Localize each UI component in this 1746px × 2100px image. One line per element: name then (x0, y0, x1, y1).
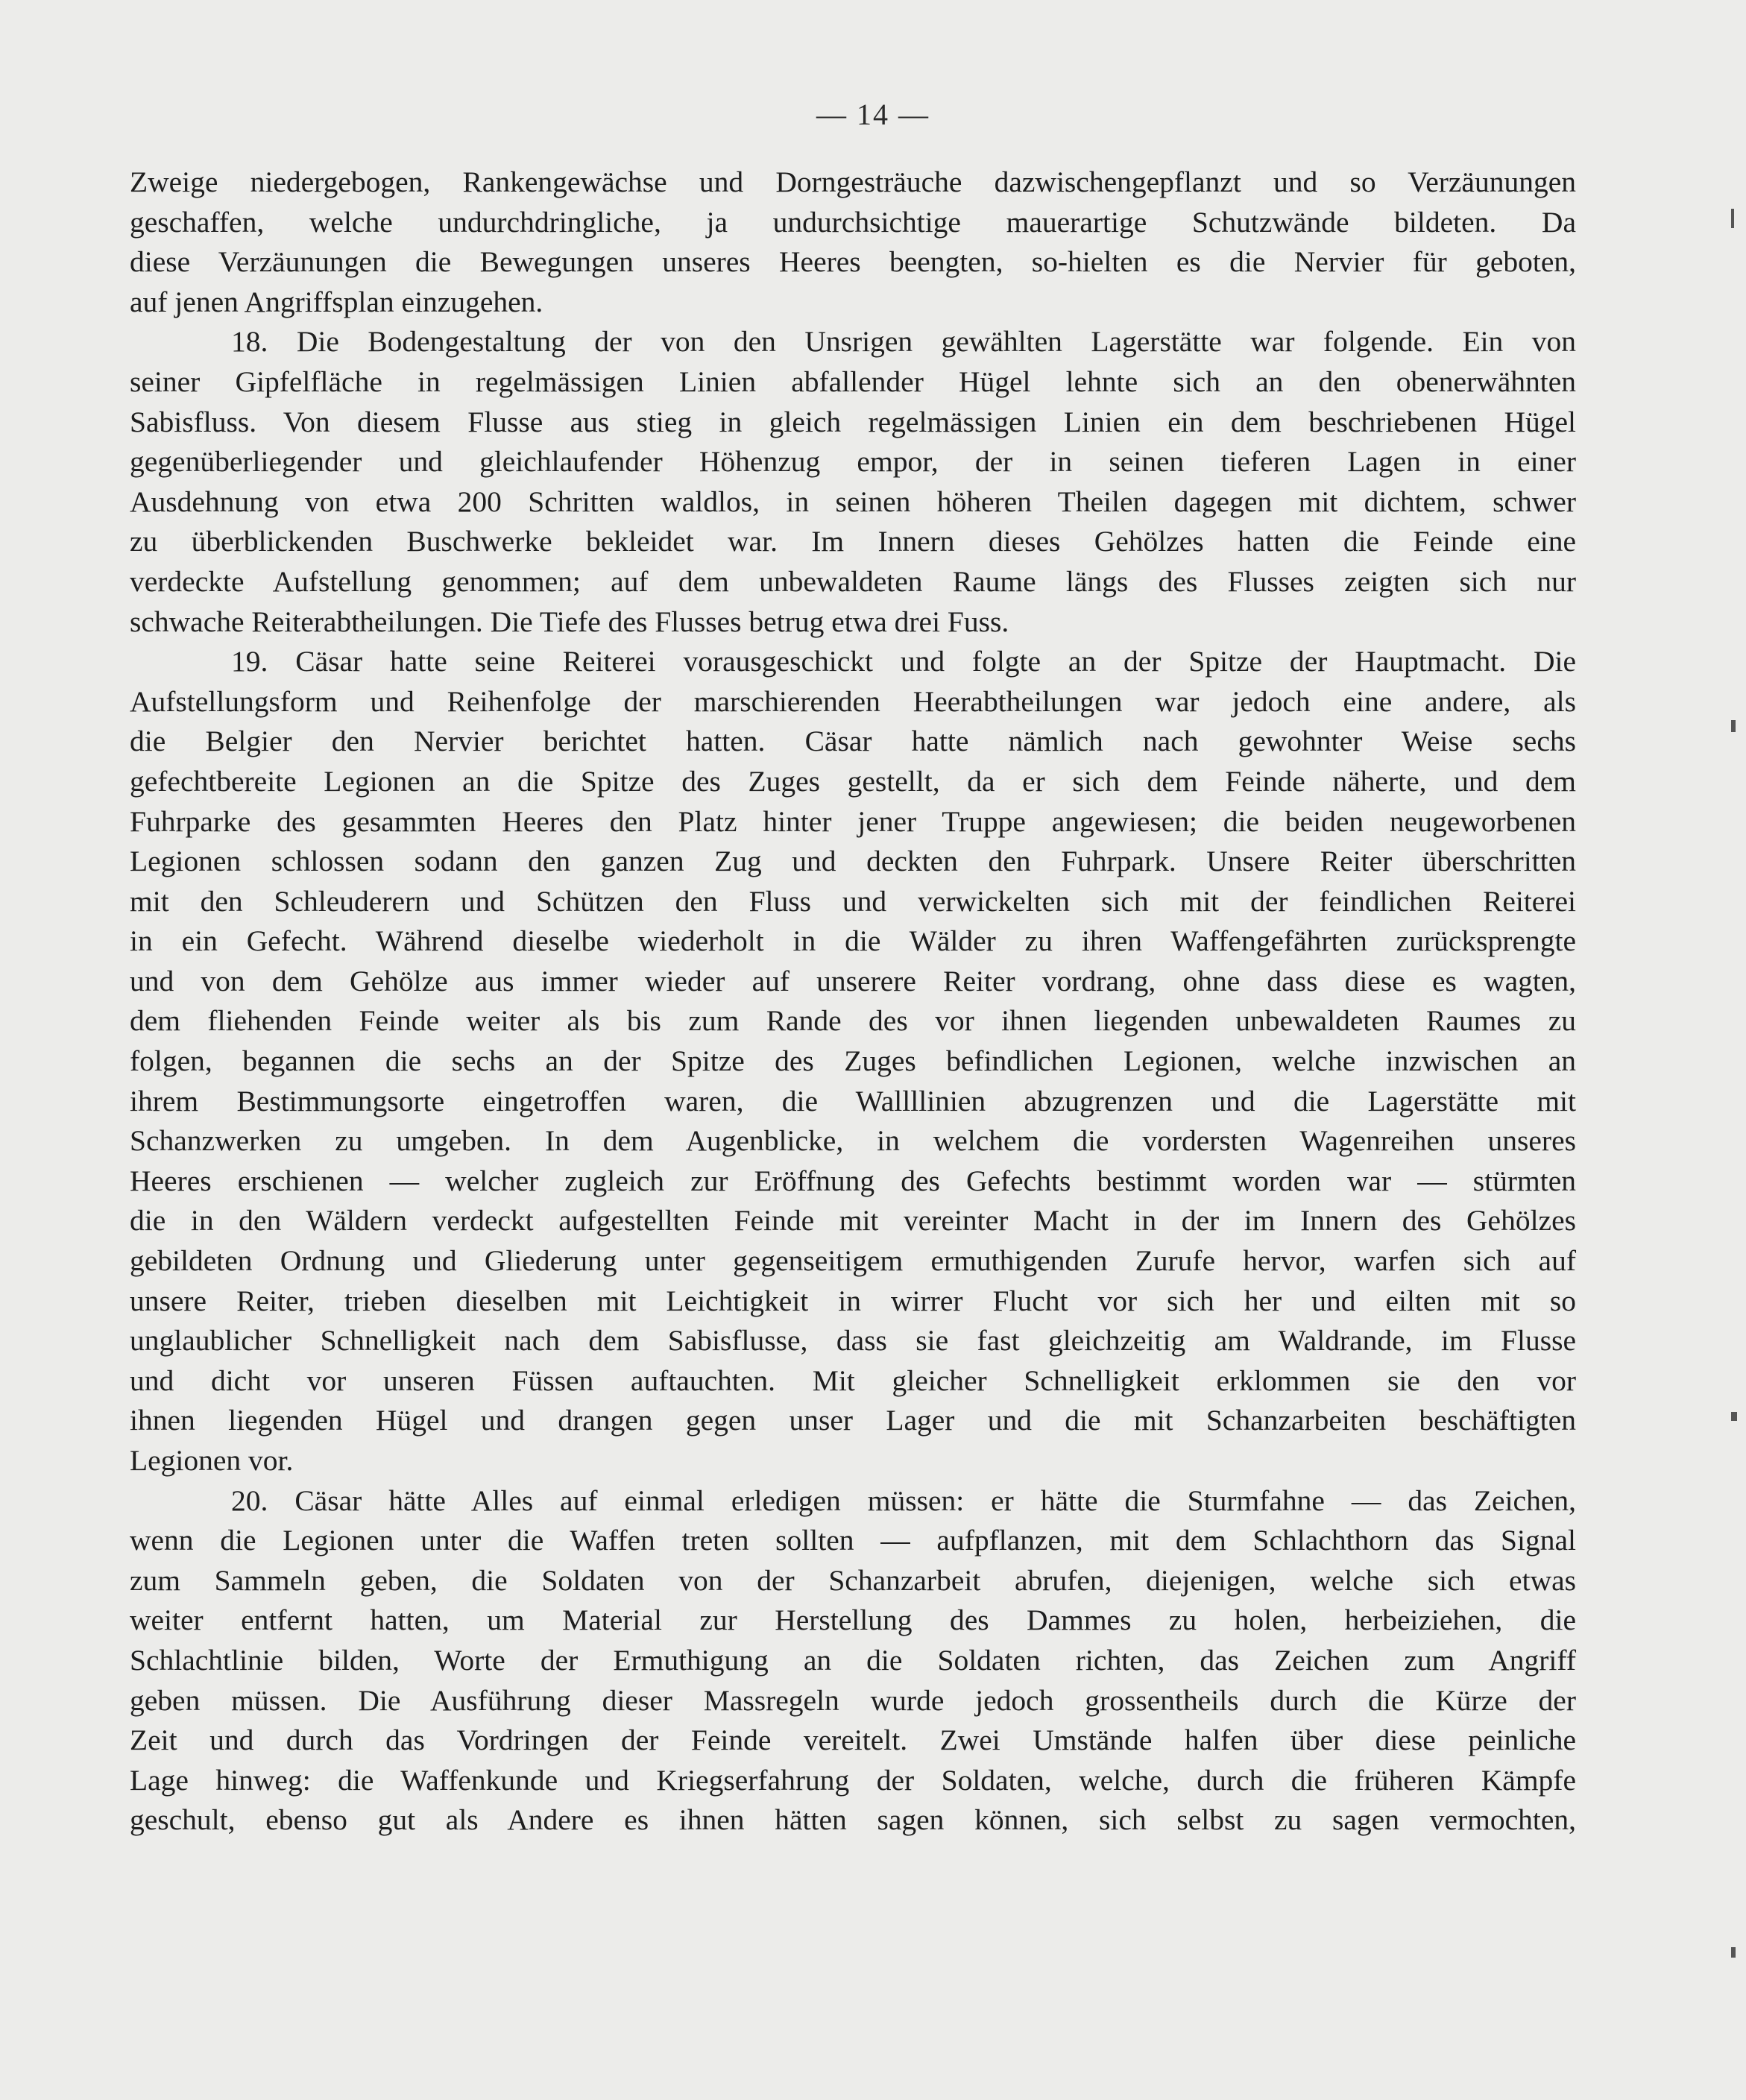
text-line: wenn die Legionen unter die Waffen treten sollten — aufpflanzen, mit dem Schlachthorn das Signal (130, 1524, 1576, 1557)
text-line: geben müssen. Die Ausführung dieser Massregeln wurde jedoch grossentheils durch die Kürze der (130, 1683, 1576, 1717)
margin-mark (1731, 720, 1736, 732)
text-line: die Belgier den Nervier berichtet hatten. Cäsar hatte nämlich nach gewohnter Weise sechs (130, 725, 1576, 758)
page-number: — 14 — (816, 98, 930, 131)
text-line: unsere Reiter, trieben dieselben mit Leichtigkeit in wirrer Flucht vor sich her und eilten mit so (130, 1284, 1576, 1317)
text-line: Legionen vor. (130, 1444, 294, 1477)
text-line: seiner Gipfelfläche in regelmässigen Linien abfallender Hügel lehnte sich an den obenerwähnten (130, 365, 1576, 398)
text-line: folgen, begannen die sechs an der Spitze des Zuges befindlichen Legionen, welche inzwischen an (130, 1044, 1576, 1078)
text-line: Ausdehnung von etwa 200 Schritten waldlos, in seinen höheren Theilen dagegen mit dichtem, schwer (130, 485, 1576, 518)
body-text (130, 163, 1576, 1841)
text-line: ihnen liegenden Hügel und drangen gegen unser Lager und die mit Schanzarbeiten beschäftigten (130, 1404, 1576, 1437)
text-line: ihrem Bestimmungsorte eingetroffen waren, die Wallllinien abzugrenzen und die Lagerstätte mit (130, 1084, 1576, 1117)
text-line: geschaffen, welche undurchdringliche, ja undurchsichtige mauerartige Schutzwände bildeten. Da (130, 205, 1576, 239)
margin-mark (1731, 1947, 1736, 1958)
text-line: Schanzwerken zu umgeben. In dem Augenblicke, in welchem die vordersten Wagenreihen unseres (130, 1124, 1576, 1158)
text-line: gefechtbereite Legionen an die Spitze des Zuges gestellt, da er sich dem Feinde näherte, und dem (130, 764, 1576, 798)
text-line: zum Sammeln geben, die Soldaten von der Schanzarbeit abrufen, diejenigen, welche sich etwas (130, 1563, 1576, 1597)
text-line: Aufstellungsform und Reihenfolge der marschierenden Heerabtheilungen war jedoch eine andere, als (130, 684, 1576, 718)
text-line: diese Verzäunungen die Bewegungen unseres Heeres beengten, so-hielten es die Nervier für geboten, (130, 245, 1576, 279)
text-line: die in den Wäldern verdeckt aufgestellten Feinde mit vereinter Macht in der im Innern des Gehölzes (130, 1204, 1576, 1237)
text-line: dem fliehenden Feinde weiter als bis zum Rande des vor ihnen liegenden unbewaldeten Raumes zu (130, 1004, 1576, 1038)
text-line: mit den Schleuderern und Schützen den Fluss und verwickelten sich mit der feindlichen Reiterei (130, 884, 1576, 918)
text-line: 18. Die Bodengestaltung der von den Unsrigen gewählten Lagerstätte war folgende. Ein von (231, 325, 1576, 359)
text-line: schwache Reiterabtheilungen. Die Tiefe des Flusses betrug etwa drei Fuss. (130, 605, 1009, 638)
text-line: 20. Cäsar hätte Alles auf einmal erledigen müssen: er hätte die Sturmfahne — das Zeichen, (231, 1483, 1576, 1517)
text-line: zu überblickenden Buschwerke bekleidet war. Im Innern dieses Gehölzes hatten die Feinde eine (130, 525, 1576, 558)
text-line: Fuhrparke des gesammten Heeres den Platz hinter jener Truppe angewiesen; die beiden neugeworbenen (130, 804, 1576, 838)
text-line: auf jenen Angriffsplan einzugehen. (130, 285, 543, 318)
paragraph-20 (130, 1481, 1576, 1841)
text-line: Legionen schlossen sodann den ganzen Zug und deckten den Fuhrpark. Unsere Reiter überschritten (130, 845, 1576, 878)
text-line: 19. Cäsar hatte seine Reiterei vorausgeschickt und folgte an der Spitze der Hauptmacht. Die (231, 645, 1576, 678)
text-line: Schlachtlinie bilden, Worte der Ermuthigung an die Soldaten richten, das Zeichen zum Angriff (130, 1643, 1576, 1677)
text-line: unglaublicher Schnelligkeit nach dem Sabisflusse, dass sie fast gleichzeitig am Waldrande, im Flusse (130, 1324, 1576, 1358)
text-line: Heeres erschienen — welcher zugleich zur Eröffnung des Gefechts bestimmt worden war — stürmten (130, 1164, 1576, 1197)
margin-mark (1731, 209, 1734, 228)
text-line: und von dem Gehölze aus immer wieder auf unserere Reiter vordrang, ohne dass diese es wagten, (130, 964, 1576, 997)
text-line: Zweige niedergebogen, Rankengewächse und Dorngesträuche dazwischengepflanzt und so Verzäunungen (130, 165, 1576, 198)
paragraph-19 (130, 642, 1576, 1481)
text-line: gebildeten Ordnung und Gliederung unter gegenseitigem ermuthigenden Zurufe hervor, warfen sich auf (130, 1244, 1576, 1278)
text-line: gegenüberliegender und gleichlaufender Höhenzug empor, der in seinen tieferen Lagen in einer (130, 445, 1576, 479)
text-line: Lage hinweg: die Waffenkunde und Kriegserfahrung der Soldaten, welche, durch die früheren Kämpfe (130, 1763, 1576, 1797)
paragraph-continuation (130, 163, 1576, 322)
text-line: in ein Gefecht. Während dieselbe wiederholt in die Wälder zu ihren Waffengefährten zurücksprengte (130, 924, 1576, 958)
text-line: geschult, ebenso gut als Andere es ihnen hätten sagen können, sich selbst zu sagen vermochten, (130, 1803, 1576, 1837)
text-line: und dicht vor unseren Füssen auftauchten. Mit gleicher Schnelligkeit erklommen sie den vor (130, 1363, 1576, 1397)
text-line: verdeckte Aufstellung genommen; auf dem unbewaldeten Raume längs des Flusses zeigten sich nur (130, 564, 1576, 598)
text-line: Zeit und durch das Vordringen der Feinde vereitelt. Zwei Umstände halfen über diese peinliche (130, 1724, 1576, 1757)
paragraph-18 (130, 322, 1576, 642)
text-line: Sabisfluss. Von diesem Flusse aus stieg in gleich regelmässigen Linien ein dem beschriebenen Hügel (130, 405, 1576, 438)
text-line: weiter entfernt hatten, um Material zur Herstellung des Dammes zu holen, herbeiziehen, die (130, 1604, 1576, 1637)
margin-mark (1731, 1412, 1737, 1421)
